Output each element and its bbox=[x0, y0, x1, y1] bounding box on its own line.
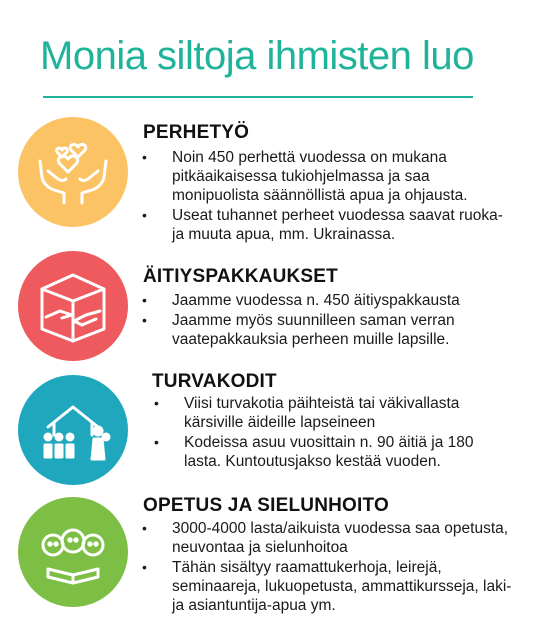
section-bullets bbox=[154, 394, 514, 472]
people-book-icon bbox=[18, 497, 128, 607]
section-icon-circle bbox=[18, 375, 128, 485]
list-item: • Tähän sisältyy raamattukerhoja, leirejä, seminaareja, lukuopetusta, ammattikursseja, laki- ja asiantuntija-apua ym. bbox=[142, 558, 512, 615]
hands-hearts-icon bbox=[18, 117, 128, 227]
box-handshake-icon bbox=[18, 251, 128, 361]
section-heading: ÄITIYSPAKKAUKSET bbox=[143, 266, 338, 287]
section-bullets bbox=[142, 291, 512, 350]
section-icon-circle bbox=[18, 251, 128, 361]
house-family-icon bbox=[18, 375, 128, 485]
list-item: • 3000-4000 lasta/aikuista vuodessa saa opetusta, neuvontaa ja sielunhoitoa bbox=[142, 519, 512, 557]
section-icon-circle bbox=[18, 497, 128, 607]
list-item: • Jaamme myös suunnilleen saman verran vaatepakkauksia perheen muille lapsille. bbox=[142, 311, 512, 349]
list-item: • Useat tuhannet perheet vuodessa saavat ruoka- ja muuta apua, mm. Ukrainassa. bbox=[142, 206, 512, 244]
section-heading: TURVAKODIT bbox=[152, 371, 277, 392]
list-item: • Noin 450 perhettä vuodessa on mukana pitkäaikaisessa tukiohjelmassa ja saa monipuolista säännöllistä apua ja ohjausta. bbox=[142, 148, 512, 205]
section-bullets bbox=[142, 148, 512, 245]
section-heading: PERHETYÖ bbox=[143, 122, 250, 143]
page-title: Monia siltoja ihmisten luo bbox=[40, 34, 474, 78]
list-item: • Kodeissa asuu vuosittain n. 90 äitiä ja 180 lasta. Kuntoutusjakso kestää vuoden. bbox=[154, 433, 514, 471]
list-item: • Jaamme vuodessa n. 450 äitiyspakkausta bbox=[142, 291, 512, 310]
section-bullets bbox=[142, 519, 512, 616]
list-item: • Viisi turvakotia päihteistä tai väkivallasta kärsiville äideille lapseineen bbox=[154, 394, 514, 432]
title-divider bbox=[43, 96, 473, 98]
section-heading: OPETUS JA SIELUNHOITO bbox=[143, 495, 389, 516]
section-icon-circle bbox=[18, 117, 128, 227]
